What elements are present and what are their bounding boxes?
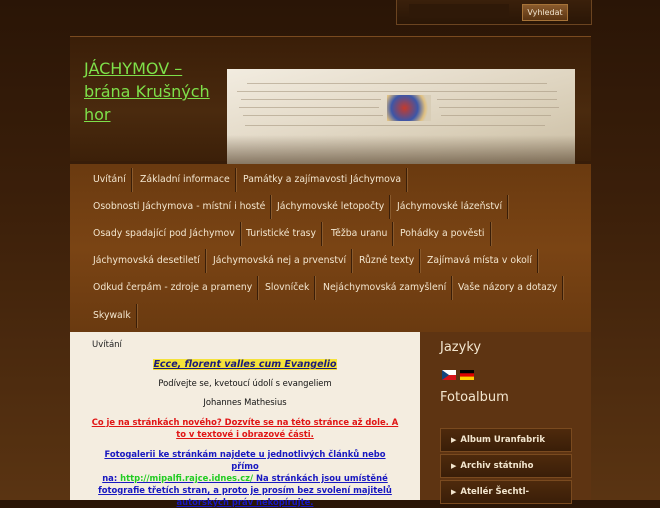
album-label: Atellér Šechtl-	[460, 487, 530, 497]
header-banner-image	[227, 69, 575, 165]
coat-of-arms-seal	[387, 95, 431, 121]
triangle-right-icon: ▶	[451, 462, 457, 470]
site-title-line: JÁCHYMOV –	[84, 59, 183, 78]
nav-item-skywalk[interactable]: Skywalk	[93, 310, 131, 321]
languages-heading: Jazyky	[440, 340, 482, 355]
nav-item-turisticke-trasy[interactable]: Turistické trasy	[246, 228, 316, 239]
czech-flag-icon[interactable]	[442, 370, 456, 380]
gallery-notice	[90, 448, 400, 508]
search-input[interactable]	[409, 4, 509, 18]
nav-item-tezba-uranu[interactable]: Těžba uranu	[331, 228, 388, 239]
german-flag-icon[interactable]	[460, 370, 474, 380]
main-navigation	[70, 164, 591, 332]
gallery-link[interactable]: http://mipalfi.rajce.idnes.cz/	[120, 473, 254, 483]
site-title-line: brána Krušných	[84, 82, 210, 101]
nav-item-uvitani[interactable]: Uvítání	[93, 174, 126, 185]
news-notice-line: Co je na stránkách nového? Dozvíte se na této stránce až dole. A	[91, 417, 399, 427]
nav-item-letopocty[interactable]: Jáchymovské letopočty	[277, 201, 385, 212]
nav-item-osobnosti[interactable]: Osobnosti Jáchymova - místní i hosté	[93, 201, 266, 212]
site-title-line: hor	[84, 105, 111, 124]
album-item[interactable]	[440, 454, 572, 478]
motto-translation: Podívejte se, kvetoucí údolí s evangeliem	[158, 378, 332, 388]
nav-item-zakladni-informace[interactable]: Základní informace	[140, 174, 230, 185]
nav-item-zajimava-mista[interactable]: Zajímavá místa v okolí	[427, 255, 532, 266]
nav-item-zamysleni[interactable]: Nejáchymovská zamyšlení	[323, 282, 447, 293]
main-content	[70, 332, 420, 507]
gallery-suffix: Na stránkách jsou umístěné	[253, 473, 388, 483]
breadcrumb: Uvítání	[92, 340, 122, 350]
nav-item-nazory[interactable]: Vaše názory a dotazy	[458, 282, 558, 293]
motto-line	[90, 358, 400, 371]
site-header	[70, 36, 591, 161]
nav-item-osady[interactable]: Osady spadající pod Jáchymov	[93, 228, 235, 239]
album-label: Archiv státního	[460, 461, 534, 471]
album-item[interactable]	[440, 428, 572, 452]
page	[70, 36, 591, 507]
gallery-prefix: na:	[102, 473, 121, 483]
nav-item-pohadky[interactable]: Pohádky a pověsti	[400, 228, 485, 239]
photoalbum-heading: Fotoalbum	[440, 390, 509, 405]
nav-item-desetileti[interactable]: Jáchymovská desetiletí	[93, 255, 200, 266]
album-label: Album Uranfabrik	[460, 435, 545, 445]
nav-item-zdroje[interactable]: Odkud čerpám - zdroje a prameny	[93, 282, 253, 293]
motto-author: Johannes Mathesius	[203, 397, 287, 407]
nav-item-ruzne-texty[interactable]: Různé texty	[359, 255, 415, 266]
triangle-right-icon: ▶	[451, 488, 457, 496]
nav-item-nej-a-prvenstvi[interactable]: Jáchymovská nej a prvenství	[213, 255, 347, 266]
sidebar	[420, 332, 591, 500]
gallery-notice-line	[90, 472, 400, 484]
nav-item-pamatky[interactable]: Památky a zajímavosti Jáchymova	[243, 174, 402, 185]
gallery-notice-line: fotografie třetích stran, a proto je prosím bez svolení majitelů	[98, 485, 392, 495]
nav-item-slovnicek[interactable]: Slovníček	[265, 282, 310, 293]
triangle-right-icon: ▶	[451, 436, 457, 444]
motto-text: Ecce, florent valles cum Evangelio	[153, 359, 337, 370]
news-notice[interactable]	[90, 416, 400, 440]
nav-item-lazenstvi[interactable]: Jáchymovské lázeňství	[397, 201, 503, 212]
gallery-notice-line: autorských práv nekopírujte.	[176, 497, 314, 507]
album-item[interactable]	[440, 480, 572, 504]
news-notice-line: to v textové i obrazové části.	[176, 429, 314, 439]
search-button[interactable]: Vyhledat	[522, 4, 568, 21]
site-title[interactable]	[84, 57, 224, 126]
gallery-notice-line: Fotogalerii ke stránkám najdete u jednotlivých článků nebo přímo	[104, 449, 386, 471]
